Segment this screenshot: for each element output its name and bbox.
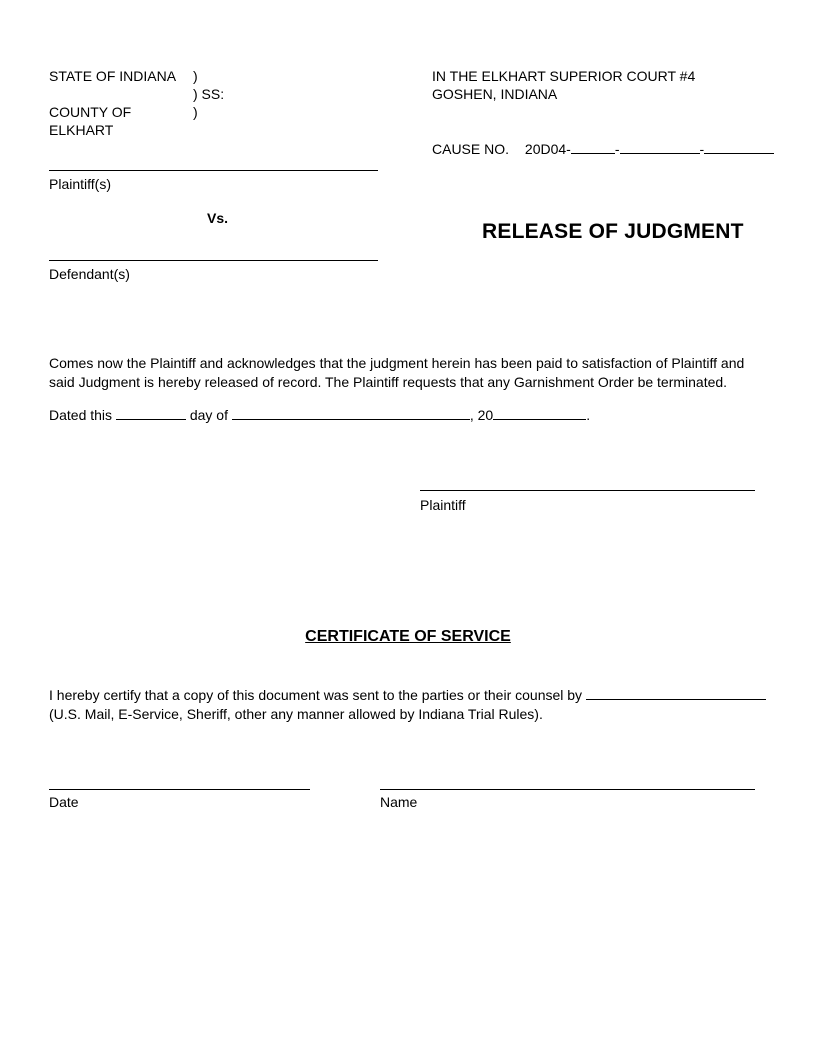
court-name: IN THE ELKHART SUPERIOR COURT #4 [432,68,696,84]
venue-block [49,67,224,139]
cause-number-label: CAUSE NO. [432,141,510,157]
dated-part-4: . [586,407,591,423]
court-city: GOSHEN, INDIANA [432,86,558,102]
dated-part-2: day of [189,407,228,423]
certificate-text-1: I hereby certify that a copy of this document was sent to the parties or their counsel by [49,687,583,703]
name-label: Name [380,794,418,810]
defendant-caption-label: Defendant(s) [49,266,130,282]
name-blank [380,789,755,790]
dated-part-3: , 20 [469,407,494,423]
document-title: RELEASE OF JUDGMENT [482,220,744,243]
date-label: Date [49,794,79,810]
certificate-line-1 [49,686,766,705]
service-method-blank [586,687,766,700]
paren-1: ) [193,68,198,84]
cause-dash-1: - [614,141,620,157]
cause-number-blank-3 [704,141,774,154]
dated-part-1: Dated this [49,407,113,423]
dated-line [49,406,590,424]
defendant-name-blank [49,260,378,261]
plaintiff-signature-blank [420,490,755,491]
paren-2: ) [193,104,198,120]
dated-year-blank [493,407,586,420]
release-paragraph: Comes now the Plaintiff and acknowledges that the judgment herein has been paid to satisfaction of Plaintiff and said Judgment is hereby released of record. The Plaintiff requests that any Garnishment Order be terminated. [49,355,745,390]
paren-ss: ) SS: [193,86,225,102]
dated-day-blank [116,407,186,420]
cause-number-line [432,140,774,158]
vs-label: Vs. [207,210,229,226]
cause-number-prefix: 20D04- [524,141,571,157]
dated-month-blank [232,407,470,420]
venue-spacer [49,85,193,103]
signature-label: Plaintiff [420,497,466,513]
court-block [432,67,695,103]
certificate-text-2: (U.S. Mail, E-Service, Sheriff, other any manner allowed by Indiana Trial Rules). [49,706,543,722]
certificate-line-2 [49,705,543,724]
cause-dash-2: - [699,141,705,157]
plaintiff-name-blank [49,170,378,171]
certificate-heading: CERTIFICATE OF SERVICE [305,628,511,645]
plaintiff-caption-label: Plaintiff(s) [49,176,111,192]
state-label: STATE OF INDIANA [49,68,177,84]
cause-number-blank-1 [571,141,615,154]
county-label: COUNTY OF ELKHART [49,104,132,138]
cause-number-blank-2 [620,141,700,154]
date-blank [49,789,310,790]
